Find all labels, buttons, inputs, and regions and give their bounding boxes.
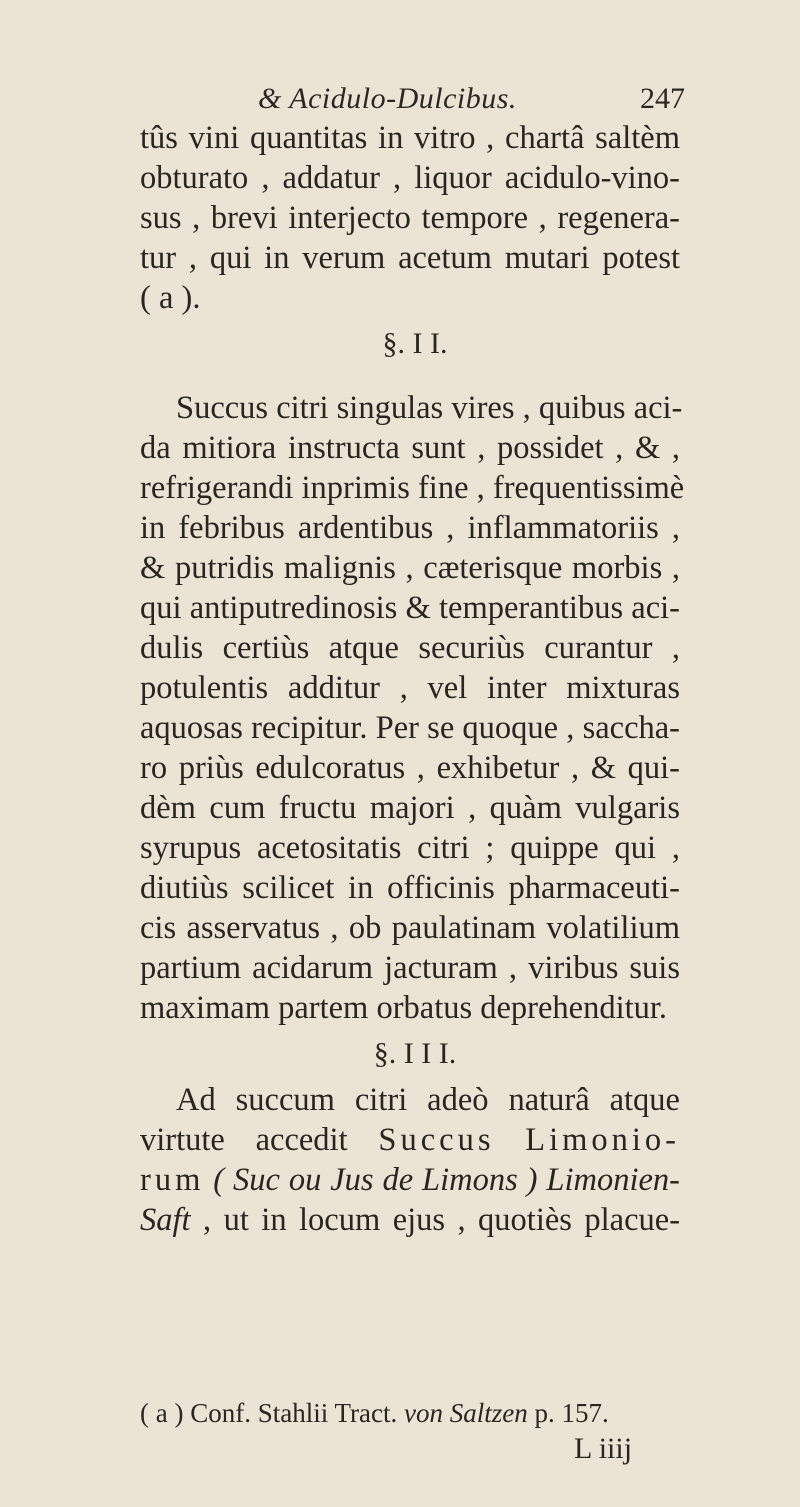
page-header xyxy=(0,82,800,122)
text-line: Ad succum citri adeò naturâ atque xyxy=(176,1082,680,1118)
spacer xyxy=(140,370,680,388)
footnote-italic: von Saltzen xyxy=(404,1398,528,1428)
text-line: cis asservatus , ob paulatinam volatilium xyxy=(140,910,680,946)
text-line: maximam partem orbatus deprehenditur. xyxy=(140,990,668,1026)
text-fragment: , ut in locum ejus , quotiès placue- xyxy=(203,1202,681,1238)
text-line: sus , brevi interjecto tempore , regenera- xyxy=(140,200,680,236)
text-line xyxy=(140,1200,680,1240)
text-line: potulentis additur , vel inter mixturas xyxy=(140,670,680,706)
small-caps-term: rum xyxy=(140,1162,205,1198)
text-line: partium acidarum jacturam , viribus suis xyxy=(140,950,680,986)
running-head: & Acidulo-Dulcibus. xyxy=(258,82,517,115)
section-heading: §. I I I. xyxy=(373,1037,457,1070)
text-line xyxy=(140,1120,680,1160)
footnote xyxy=(140,1396,710,1430)
text-line: aquosas recipitur. Per se quoque , saccha- xyxy=(140,710,680,746)
section-heading: §. I I. xyxy=(382,327,448,360)
text-line: tur , qui in verum acetum mutari potest xyxy=(140,240,680,276)
text-line: obturato , addatur , liquor acidulo-vino- xyxy=(140,160,680,196)
text-fragment: virtute accedit xyxy=(140,1122,348,1158)
text-line: refrigerandi inprimis fine , frequentissimè xyxy=(140,470,685,506)
text-line: tûs vini quantitas in vitro , chartâ saltèm xyxy=(140,120,680,156)
italic-term: Limonien- xyxy=(546,1162,680,1198)
text-line: Succus citri singulas vires , quibus aci- xyxy=(176,390,683,426)
text-line: da mitiora instructa sunt , possidet , & , xyxy=(140,430,680,466)
text-line: & putridis malignis , cæterisque morbis , xyxy=(140,550,680,586)
small-caps-term: Succus xyxy=(378,1122,495,1158)
text-line xyxy=(140,1160,680,1200)
text-line: diutiùs scilicet in officinis pharmaceuti- xyxy=(140,870,680,906)
footnote-page: p. 157. xyxy=(534,1398,609,1428)
italic-term: Saft xyxy=(140,1202,191,1238)
text-line: ( a ). xyxy=(140,280,201,316)
text-line: dulis certiùs atque securiùs curantur , xyxy=(140,630,680,666)
text-line: ro priùs edulcoratus , exhibetur , & qui- xyxy=(140,750,680,786)
signature-mark: L iiij xyxy=(574,1432,633,1465)
page-number: 247 xyxy=(640,82,685,115)
small-caps-term: Limonio- xyxy=(525,1122,680,1158)
body-text xyxy=(140,118,685,1240)
text-line: qui antiputredinosis & temperantibus aci- xyxy=(140,590,680,626)
footnote-marker: ( a ) xyxy=(140,1398,184,1428)
text-line: dèm cum fructu majori , quàm vulgaris xyxy=(140,790,680,826)
text-line: in febribus ardentibus , inflammatoriis , xyxy=(140,510,680,546)
text-line: syrupus acetositatis citri ; quippe qui , xyxy=(140,830,680,866)
footnote-text: Conf. Stahlii Tract. xyxy=(190,1398,398,1428)
italic-term: ( Suc ou Jus de Limons ) xyxy=(213,1162,538,1198)
